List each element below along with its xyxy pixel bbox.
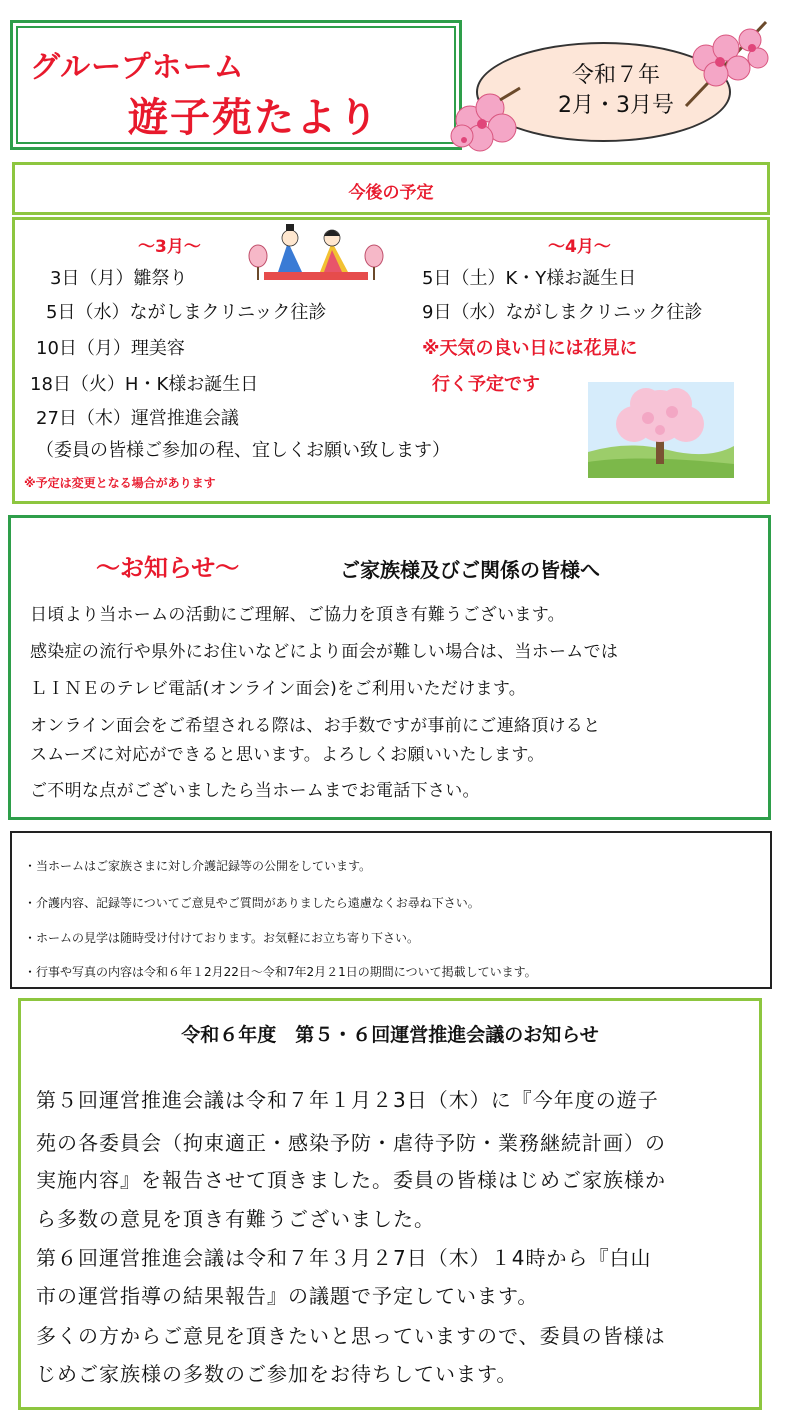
march-label: ～3月～	[138, 237, 201, 257]
notice-paragraph: ＬＩＮＥのテレビ電話(オンライン面会)をご利用いただけます。	[30, 679, 527, 699]
notice-paragraph: 日頃より当ホームの活動にご理解、ご協力を頂き有難うございます。	[30, 605, 565, 625]
notice-paragraph: ご不明な点がございましたら当ホームまでお電話下さい。	[30, 781, 480, 801]
meeting-line: 市の運営指導の結果報告』の議題で予定しています。	[36, 1284, 539, 1308]
hina-dolls-icon	[244, 222, 388, 282]
title-line1: グループホーム	[30, 50, 245, 85]
meeting-line: ら多数の意見を頂き有難うございました。	[36, 1207, 435, 1231]
march-item: （委員の皆様ご参加の程、宜しくお願い致します）	[36, 440, 450, 461]
schedule-note: ※予定は変更となる場合があります	[24, 476, 216, 490]
march-item: 10日（月）理美容	[36, 338, 185, 359]
april-highlight: 行く予定です	[432, 374, 540, 395]
march-item: 27日（木）運営推進会議	[36, 408, 239, 429]
info-item: ・行事や写真の内容は令和６年１2月22日～令和7年2月２1日の期間について掲載しています。	[24, 965, 537, 979]
cherry-blossom-icon	[676, 18, 776, 110]
meeting-line: 第６回運営推進会議は令和７年３月２7日（木）１4時から『白山	[36, 1246, 652, 1270]
info-item: ・介護内容、記録等についてご意見やご質問がありましたら遠慮なくお尋ね下さい。	[24, 896, 480, 910]
april-label: ～4月～	[548, 237, 611, 257]
march-item: 18日（火）H・K様お誕生日	[30, 374, 259, 395]
notice-paragraph: 感染症の流行や県外にお住いなどにより面会が難しい場合は、当ホームでは	[30, 642, 619, 662]
meeting-line: 第５回運営推進会議は令和７年１月２3日（木）に『今年度の遊子	[36, 1088, 659, 1112]
march-item: 5日（水）ながしまクリニック往診	[46, 302, 327, 323]
april-highlight: ※天気の良い日には花見に	[422, 338, 638, 359]
schedule-heading: 今後の予定	[348, 183, 434, 203]
cherry-tree-icon	[588, 382, 734, 478]
cherry-blossom-icon	[440, 80, 532, 160]
notice-subtitle: ご家族様及びご関係の皆様へ	[340, 558, 600, 582]
meeting-title: 令和６年度 第５・６回運営推進会議のお知らせ	[181, 1024, 599, 1046]
meeting-line: じめご家族様の多数のご参加をお待ちしています。	[36, 1362, 518, 1386]
march-item: 3日（月）雛祭り	[50, 268, 188, 289]
date-year: 令和７年	[571, 63, 660, 88]
info-item: ・ホームの見学は随時受け付けております。お気軽にお立ち寄り下さい。	[24, 931, 420, 945]
april-item: 5日（土）K・Y様お誕生日	[422, 268, 637, 289]
info-item: ・当ホームはご家族さまに対し介護記録等の公開をしています。	[24, 859, 372, 873]
notice-title: ～お知らせ～	[96, 554, 240, 582]
april-item: 9日（水）ながしまクリニック往診	[422, 302, 703, 323]
title-line2: 遊子苑たより	[128, 95, 380, 141]
meeting-line: 実施内容』を報告させて頂きました。委員の皆様はじめご家族様か	[36, 1168, 666, 1192]
meeting-line: 多くの方からご意見を頂きたいと思っていますので、委員の皆様は	[36, 1324, 666, 1348]
date-months: 2月・3月号	[558, 93, 674, 118]
meeting-line: 苑の各委員会（拘束適正・感染予防・虐待予防・業務継続計画）の	[36, 1131, 666, 1155]
notice-paragraph: スムーズに対応ができると思います。よろしくお願いいたします。	[30, 745, 545, 765]
notice-paragraph: オンライン面会をご希望される際は、お手数ですが事前にご連絡頂けると	[30, 716, 601, 736]
